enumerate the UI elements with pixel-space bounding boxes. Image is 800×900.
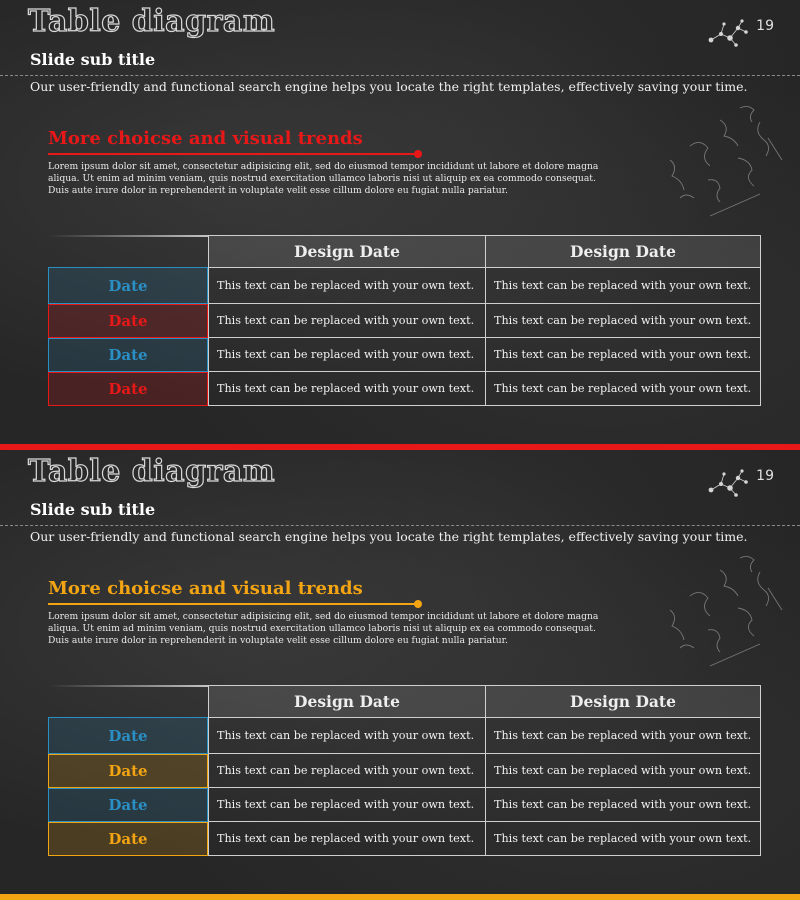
date-cell: Date (48, 267, 208, 304)
body-text-line: Lorem ipsum dolor sit amet, consectetur adipisicing elit, sed do eiusmod tempor incididunt ut labore et dolore magna (48, 611, 599, 622)
table-header-cell: Design Date (208, 235, 485, 267)
date-cell: Date (48, 822, 208, 856)
table-cell: This text can be replaced with your own text. (485, 267, 761, 304)
bottom-accent-bar (0, 894, 800, 900)
heading-underline-dot (414, 150, 422, 158)
slide-title: Table diagram (28, 454, 276, 489)
slide (0, 450, 800, 900)
table-cell: This text can be replaced with your own text. (208, 267, 485, 304)
page-number: 19 (756, 468, 774, 484)
section-heading: More choicse and visual trends (48, 128, 363, 149)
table-row (48, 717, 761, 754)
page-number: 19 (756, 18, 774, 34)
table-cell: This text can be replaced with your own text. (208, 717, 485, 754)
table-row (48, 372, 761, 406)
table-cell: This text can be replaced with your own text. (485, 372, 761, 406)
body-text (48, 161, 618, 197)
heading-underline (48, 603, 418, 605)
tagline: Our user-friendly and functional search engine helps you locate the right templates, effectively saving your time. (30, 79, 748, 94)
date-cell: Date (48, 304, 208, 338)
heading-underline-dot (414, 600, 422, 608)
date-cell: Date (48, 338, 208, 372)
molecule-icon (706, 16, 752, 50)
body-text-line: Duis aute irure dolor in reprehenderit in voluptate velit esse cillum dolore eu fugiat nulla pariatur. (48, 185, 508, 196)
slide-subtitle: Slide sub title (30, 500, 156, 519)
body-text-line: aliqua. Ut enim ad minim veniam, quis nostrud exercitation ullamco laboris nisi ut aliquip ex ea commodo consequat. (48, 173, 596, 184)
table-cell: This text can be replaced with your own text. (208, 754, 485, 788)
table-row (48, 788, 761, 822)
table-cell: This text can be replaced with your own text. (485, 304, 761, 338)
molecule-icon (706, 466, 752, 500)
table-cell: This text can be replaced with your own text. (208, 822, 485, 856)
chalk-scribble-icon (650, 98, 790, 228)
slide-subtitle: Slide sub title (30, 50, 156, 69)
table-cell: This text can be replaced with your own text. (208, 788, 485, 822)
table-cell: This text can be replaced with your own text. (485, 822, 761, 856)
date-cell: Date (48, 717, 208, 754)
table-cell: This text can be replaced with your own text. (208, 304, 485, 338)
table-cell: This text can be replaced with your own text. (485, 788, 761, 822)
table-row (48, 267, 761, 304)
table-row (48, 338, 761, 372)
heading-underline (48, 153, 418, 155)
tagline: Our user-friendly and functional search engine helps you locate the right templates, effectively saving your time. (30, 529, 748, 544)
body-text-line: Duis aute irure dolor in reprehenderit in voluptate velit esse cillum dolore eu fugiat nulla pariatur. (48, 635, 508, 646)
table-header-cell: Design Date (485, 685, 761, 717)
chalk-scribble-icon (650, 548, 790, 678)
table-cell: This text can be replaced with your own text. (485, 717, 761, 754)
date-cell: Date (48, 372, 208, 406)
body-text (48, 611, 618, 647)
table-cell: This text can be replaced with your own text. (485, 754, 761, 788)
divider (0, 75, 800, 76)
table-cell: This text can be replaced with your own text. (485, 338, 761, 372)
body-text-line: Lorem ipsum dolor sit amet, consectetur adipisicing elit, sed do eiusmod tempor incididunt ut labore et dolore magna (48, 161, 599, 172)
date-cell: Date (48, 754, 208, 788)
table-header-row (48, 235, 761, 267)
table-cell: This text can be replaced with your own text. (208, 338, 485, 372)
table-row (48, 822, 761, 856)
data-table (48, 235, 761, 406)
table-header-cell: Design Date (485, 235, 761, 267)
body-text-line: aliqua. Ut enim ad minim veniam, quis nostrud exercitation ullamco laboris nisi ut aliquip ex ea commodo consequat. (48, 623, 596, 634)
slide-title: Table diagram (28, 4, 276, 39)
divider (0, 525, 800, 526)
table-header-cell: Design Date (208, 685, 485, 717)
table-header-row (48, 685, 761, 717)
date-cell: Date (48, 788, 208, 822)
table-cell: This text can be replaced with your own text. (208, 372, 485, 406)
section-heading: More choicse and visual trends (48, 578, 363, 599)
table-row (48, 304, 761, 338)
data-table (48, 685, 761, 856)
table-row (48, 754, 761, 788)
